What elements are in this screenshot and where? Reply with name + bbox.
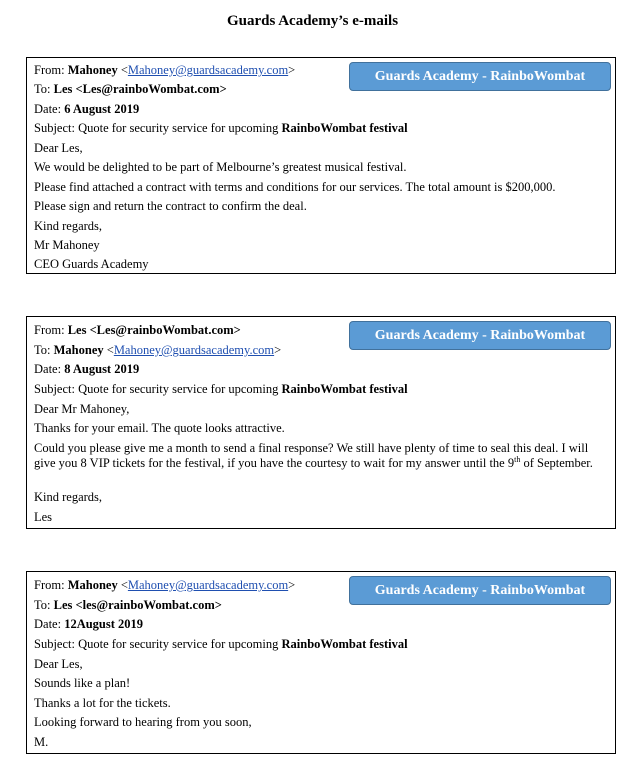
body-line: Mr Mahoney bbox=[34, 238, 100, 252]
to-label: To: bbox=[34, 598, 51, 612]
from-bracket-open: < bbox=[120, 578, 128, 592]
from-bracket-open: < bbox=[120, 63, 128, 77]
body-line: Looking forward to hearing from you soon, bbox=[34, 715, 252, 729]
email-card-2 bbox=[26, 316, 616, 529]
to-name: Mahoney bbox=[53, 343, 104, 357]
subject-event: RainboWombat festival bbox=[281, 637, 408, 651]
to-label: To: bbox=[34, 343, 51, 357]
body-request-text: Could you please give me a month to send a final response? We still have plenty of time to seal this deal. I will give you 8 VIP tickets for the festival, if you have the courtesy to wait for my answer until the 9 bbox=[34, 441, 589, 470]
date-line bbox=[34, 102, 139, 116]
subject-event: RainboWombat festival bbox=[281, 121, 408, 135]
body-line: Dear Les, bbox=[34, 141, 83, 155]
to-email: <les@rainboWombat.com> bbox=[75, 598, 222, 612]
to-label: To: bbox=[34, 82, 51, 96]
to-line bbox=[34, 343, 281, 357]
to-name: Les bbox=[53, 82, 73, 96]
from-line bbox=[34, 578, 295, 592]
date-label: Date: bbox=[34, 102, 62, 116]
from-line bbox=[34, 323, 241, 337]
body-line: Please find attached a contract with terms and conditions for our services. The total amount is $200,000. bbox=[34, 180, 556, 194]
body-line: Dear Les, bbox=[34, 657, 83, 671]
from-email-link[interactable]: Mahoney@guardsacademy.com bbox=[127, 63, 289, 77]
date-label: Date: bbox=[34, 362, 62, 376]
from-name: Les bbox=[67, 323, 87, 337]
email-card-3 bbox=[26, 571, 616, 754]
subject-label: Subject: Quote for security service for upcoming bbox=[34, 637, 279, 651]
subject-label: Subject: Quote for security service for upcoming bbox=[34, 382, 279, 396]
email-card-1 bbox=[26, 57, 616, 274]
to-line bbox=[34, 598, 222, 612]
date-line bbox=[34, 362, 139, 376]
body-line: Please sign and return the contract to confirm the deal. bbox=[34, 199, 307, 213]
to-email-link[interactable]: Mahoney@guardsacademy.com bbox=[113, 343, 275, 357]
to-email: <Les@rainboWombat.com> bbox=[75, 82, 227, 96]
body-thanks: Thanks for your email. The quote looks attractive. bbox=[34, 421, 285, 435]
body-sign: Les bbox=[34, 510, 53, 524]
subject-line bbox=[34, 637, 408, 651]
subject-line bbox=[34, 382, 408, 396]
from-name: Mahoney bbox=[67, 63, 118, 77]
subject-event: RainboWombat festival bbox=[281, 382, 408, 396]
body-request bbox=[34, 441, 606, 471]
body-greeting: Dear Mr Mahoney, bbox=[34, 402, 130, 416]
from-name: Mahoney bbox=[67, 578, 118, 592]
from-bracket-close: > bbox=[288, 578, 296, 592]
date-value: 12August 2019 bbox=[64, 617, 144, 631]
from-label: From: bbox=[34, 323, 65, 337]
from-bracket-close: > bbox=[288, 63, 296, 77]
date-value: 6 August 2019 bbox=[64, 102, 140, 116]
from-line bbox=[34, 63, 295, 77]
to-bracket-open: < bbox=[106, 343, 114, 357]
body-line: Thanks a lot for the tickets. bbox=[34, 696, 171, 710]
email-badge: Guards Academy - RainboWombat bbox=[349, 62, 611, 91]
to-bracket-close: > bbox=[274, 343, 282, 357]
date-label: Date: bbox=[34, 617, 62, 631]
from-email: <Les@rainboWombat.com> bbox=[89, 323, 241, 337]
body-request-tail: of September. bbox=[520, 456, 593, 470]
body-line: We would be delighted to be part of Melbourne’s greatest musical festival. bbox=[34, 160, 407, 174]
email-badge: Guards Academy - RainboWombat bbox=[349, 321, 611, 350]
from-label: From: bbox=[34, 578, 65, 592]
page-title: Guards Academy’s e-mails bbox=[226, 13, 399, 29]
to-line bbox=[34, 82, 227, 96]
date-value: 8 August 2019 bbox=[64, 362, 140, 376]
body-line: Kind regards, bbox=[34, 219, 103, 233]
body-signoff: Kind regards, bbox=[34, 490, 103, 504]
subject-label: Subject: Quote for security service for upcoming bbox=[34, 121, 279, 135]
body-line: M. bbox=[34, 735, 49, 749]
from-label: From: bbox=[34, 63, 65, 77]
subject-line bbox=[34, 121, 408, 135]
ordinal-suffix: th bbox=[514, 454, 521, 464]
body-line: Sounds like a plan! bbox=[34, 676, 131, 690]
body-line: CEO Guards Academy bbox=[34, 257, 149, 271]
email-badge: Guards Academy - RainboWombat bbox=[349, 576, 611, 605]
to-name: Les bbox=[53, 598, 73, 612]
from-email-link[interactable]: Mahoney@guardsacademy.com bbox=[127, 578, 289, 592]
date-line bbox=[34, 617, 143, 631]
